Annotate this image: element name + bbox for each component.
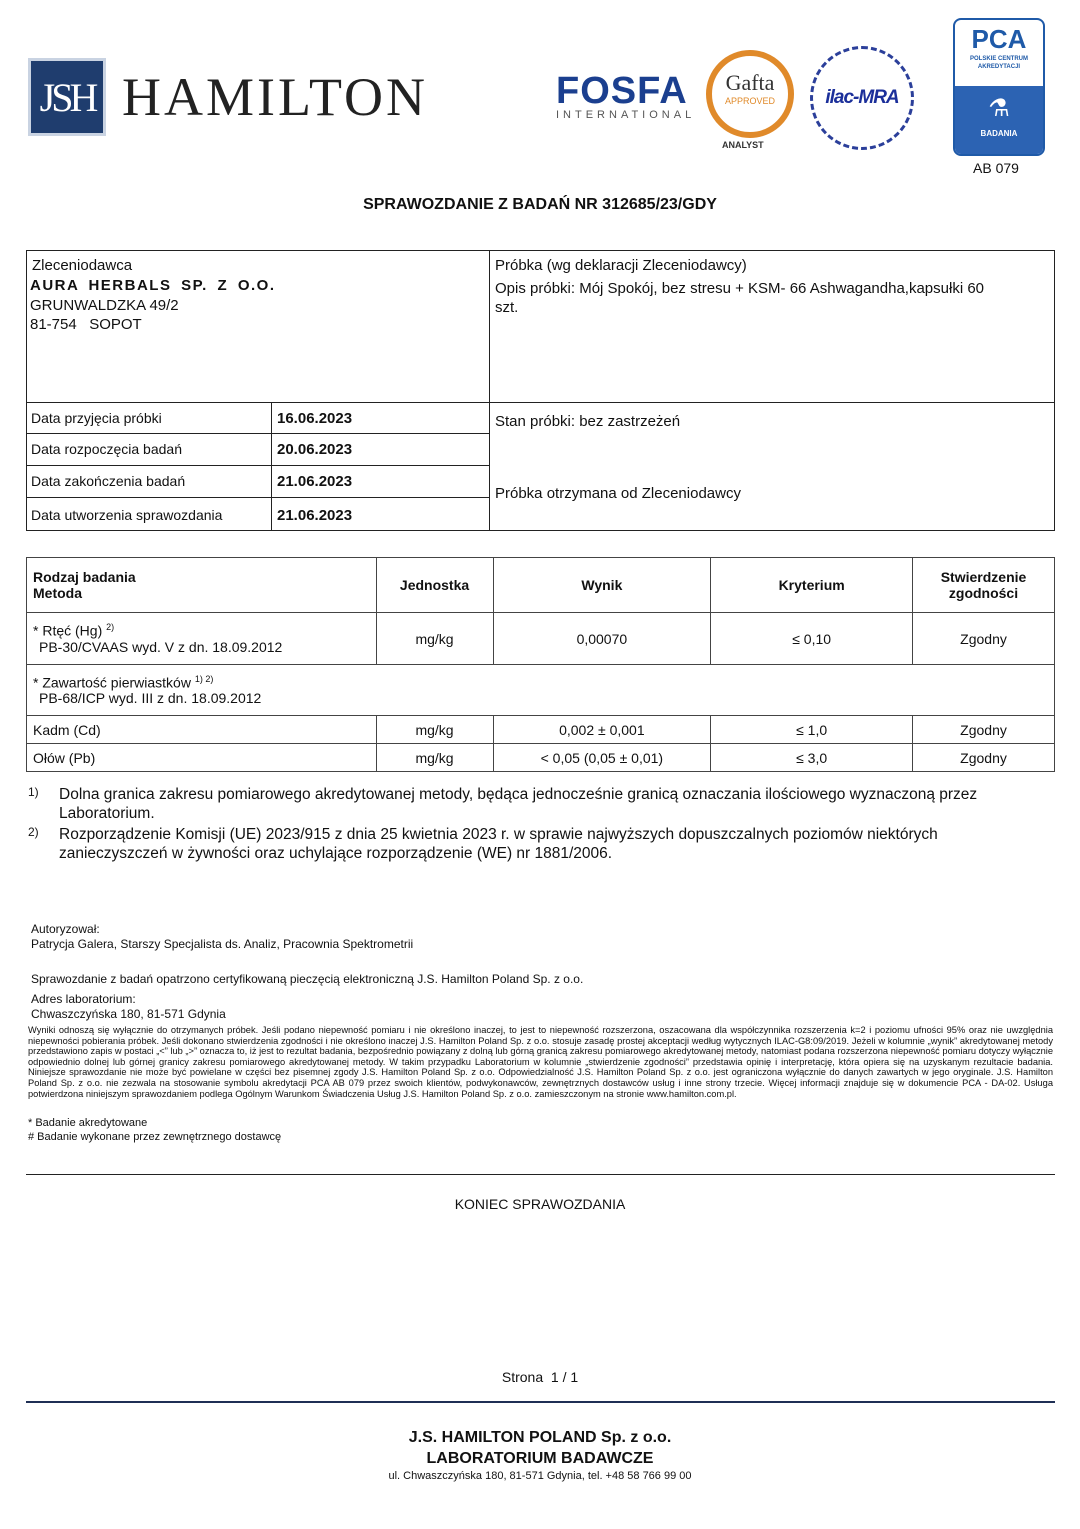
- date-label: Data utworzenia sprawozdania: [31, 507, 223, 523]
- report-title: SPRAWOZDANIE Z BADAŃ NR 312685/23/GDY: [363, 196, 717, 213]
- result-cell: 0,002 ± 0,001: [493, 716, 711, 744]
- client-city: 81-754 SOPOT: [30, 316, 142, 333]
- fosfa-sub: INTERNATIONAL: [556, 109, 696, 121]
- date-label: Data rozpoczęcia badań: [31, 441, 182, 457]
- footnote-1-line: Dolna granica zakresu pomiarowego akredytowanej metody, będąca jednocześnie granicą oznaczania ilościowego wyznaczoną przez: [59, 786, 978, 803]
- test-cell: [27, 613, 377, 665]
- date-label: Data przyjęcia próbki: [31, 410, 162, 426]
- table-row: [27, 613, 1055, 665]
- lab-address: Chwaszczyńska 180, 81-571 Gdynia: [31, 1007, 226, 1021]
- footnote-mark: 1): [28, 785, 39, 799]
- authorized-label: Autoryzował:: [31, 922, 100, 936]
- client-heading: Zleceniodawca: [32, 257, 133, 274]
- footer-divider: [26, 1401, 1055, 1403]
- col-type-method: [27, 558, 377, 613]
- jsh-logo-icon: JSH: [28, 58, 106, 136]
- conformity-cell: Zgodny: [913, 716, 1055, 744]
- divider: [489, 250, 490, 531]
- footnote-1-line: Laboratorium.: [59, 805, 155, 822]
- accreditation-number: AB 079: [973, 160, 1019, 176]
- sample-condition: Stan próbki: bez zastrzeżeń: [495, 413, 681, 430]
- legend-external: # Badanie wykonane przez zewnętrznego dostawcę: [28, 1131, 282, 1143]
- legend-accredited: * Badanie akredytowane: [28, 1117, 148, 1129]
- group-cell: [27, 665, 1055, 716]
- ilac-text: ilac-MRA: [825, 87, 899, 108]
- conformity-cell: Zgodny: [913, 744, 1055, 772]
- unit-cell: mg/kg: [376, 613, 493, 665]
- fosfa-text: FOSFA: [556, 70, 688, 112]
- criterion-cell: ≤ 3,0: [711, 744, 913, 772]
- group-method: PB-68/ICP wyd. III z dn. 18.09.2012: [39, 690, 262, 707]
- pca-badania: BADANIA: [980, 129, 1018, 138]
- result-cell: 0,00070: [493, 613, 711, 665]
- footer-address: ul. Chwaszczyńska 180, 81-571 Gdynia, tel. +48 58 766 99 00: [388, 1470, 692, 1482]
- lab-address-label: Adres laboratorium:: [31, 992, 136, 1006]
- sample-description: Opis próbki: Mój Spokój, bez stresu + KSM- 66 Ashwagandha,kapsułki 60: [495, 280, 985, 297]
- end-of-report: KONIEC SPRAWOZDANIA: [454, 1196, 626, 1212]
- gafta-sub: APPROVED: [724, 96, 775, 106]
- divider: [26, 402, 1055, 403]
- sample-source: Próbka otrzymana od Zleceniodawcy: [495, 485, 741, 502]
- client-street: GRUNWALDZKA 49/2: [30, 297, 179, 314]
- footnote-2: [59, 825, 1049, 863]
- date-value: 16.06.2023: [277, 410, 353, 427]
- footer-lab: LABORATORIUM BADAWCZE: [426, 1450, 654, 1467]
- table-row: [27, 716, 1055, 744]
- sample-heading: Próbka (wg deklaracji Zleceniodawcy): [495, 257, 747, 274]
- divider: [26, 1174, 1055, 1175]
- pca-text: PCA: [971, 24, 1027, 54]
- divider: [26, 433, 490, 434]
- ilac-mra-logo: [810, 46, 914, 150]
- table-group-row: [27, 665, 1055, 716]
- authorized-person: Patrycja Galera, Starszy Specjalista ds. Analiz, Pracownia Spektrometrii: [31, 937, 414, 951]
- pca-sub: POLSKIE CENTRUM AKREDYTACJI: [969, 56, 1028, 70]
- criterion-cell: ≤ 1,0: [711, 716, 913, 744]
- footnote-2-line: Rozporządzenie Komisji (UE) 2023/915 z dnia 25 kwietnia 2023 r. w sprawie najwyższych dopuszczalnych poziomów niektórych: [59, 826, 938, 843]
- page-number: Strona 1 / 1: [501, 1369, 579, 1385]
- test-name: * Rtęć (Hg): [33, 622, 103, 639]
- footnote-2-line: zanieczyszczeń w żywności oraz uchylające rozporządzenie (WE) nr 1881/2006.: [59, 845, 613, 862]
- col-type: Rodzaj badania: [33, 569, 136, 585]
- company-name: HAMILTON: [122, 67, 429, 127]
- date-value: 21.06.2023: [277, 473, 353, 490]
- col-unit: Jednostka: [376, 558, 493, 613]
- flask-icon: ⚗: [988, 95, 1010, 122]
- unit-cell: mg/kg: [376, 716, 493, 744]
- test-method: PB-30/CVAAS wyd. V z dn. 18.09.2012: [39, 638, 283, 655]
- table-header-row: [27, 558, 1055, 613]
- disclaimer: Wyniki odnoszą się wyłącznie do otrzymanych próbek. Jeśli podano niepewność pomiaru i nie określono inaczej, to jest to niepewność rozszerzona, oszacowana dla współczynnika rozszerzenia k=2 i poziomu ufności 95% oraz nie uwzględnia niepewności pobierania próbek. Jeśli dokonano stwierdzenia zgodności i nie określono inaczej J.S. Hamilton Poland Sp. z o.o. stosuje zasadę prostej akceptacji według wytycznych ILAC-G8:09/2019. Jeżeli w kolumnie „wynik” akredytowanej metody przedstawiono zapis w postaci „<” lub „>” oznacza to, iż jest to rezultat badania, bezpośrednio powiązany z dolną lub górną granicą zakresu pomiarowego akredytowanej metody, natomiast podana rozszerzona niepewność pomiaru dotyczy wyłącznie odpowiednio dolnej lub górnej granicy zakresu pomiarowego akredytowanej metody. W takim przypadku Laboratorium w kolumnie „stwierdzenie zgodności” przedstawia opinię i interpretację, która opiera się na uzyskanym rezultacie badania. Niniejsze sprawozdanie nie może być powielane w części bez pisemnej zgody J.S. Hamilton Poland Sp. z o.o. Odpowiedzialność J.S. Hamilton Poland Sp. z o.o. jest ograniczona wyłącznie do danych zawartych w jego oryginale. J.S. Hamilton Poland Sp. z o.o. nie zezwala na stosowanie symbolu akredytacji PCA AB 079 przez swoich klientów, podwykonawców, zewnętrznych dostawców usług i inne strony trzecie. Więcej informacji znajduje się w dokumencie PCA - DA-02. Usługa potwierdzona niniejszym sprawozdaniem podlega Ogólnym Warunkom Świadczenia Usług J.S. Hamilton Poland Sp. z o.o. zamieszczonym na stronie www.hamilton.com.pl.: [28, 1025, 1053, 1099]
- col-conformity: [913, 558, 1055, 613]
- footnote-1: [59, 785, 1049, 823]
- footnote-mark: 2): [28, 825, 39, 839]
- footer-company: J.S. HAMILTON POLAND Sp. z o.o.: [408, 1429, 672, 1446]
- footnote-ref: 2): [106, 622, 115, 633]
- col-criterion: Kryterium: [711, 558, 913, 613]
- date-value: 20.06.2023: [277, 441, 353, 458]
- divider: [271, 402, 272, 531]
- result-cell: < 0,05 (0,05 ± 0,01): [493, 744, 711, 772]
- date-value: 21.06.2023: [277, 507, 353, 524]
- gafta-logo: [706, 50, 794, 138]
- date-label: Data zakończenia badań: [31, 473, 186, 489]
- results-table: [26, 557, 1055, 772]
- gafta-analyst: ANALYST: [722, 140, 764, 150]
- element-name: Ołów (Pb): [27, 744, 377, 772]
- sample-description-cont: szt.: [495, 299, 519, 316]
- group-name: * Zawartość pierwiastków: [33, 674, 191, 691]
- gafta-text: Gafta: [725, 70, 775, 95]
- col-method: Metoda: [33, 585, 82, 601]
- col-conformity-2: zgodności: [948, 585, 1019, 601]
- fosfa-logo: [556, 70, 696, 121]
- conformity-cell: Zgodny: [913, 613, 1055, 665]
- client-name: AURA HERBALS SP. Z O.O.: [30, 277, 276, 294]
- unit-cell: mg/kg: [376, 744, 493, 772]
- element-name: Kadm (Cd): [27, 716, 377, 744]
- criterion-cell: ≤ 0,10: [711, 613, 913, 665]
- divider: [26, 465, 490, 466]
- col-result: Wynik: [493, 558, 711, 613]
- table-row: [27, 744, 1055, 772]
- divider: [26, 497, 490, 498]
- footnote-ref: 1) 2): [194, 673, 214, 684]
- col-conformity-1: Stwierdzenie: [940, 569, 1027, 585]
- pca-logo: [953, 18, 1045, 156]
- seal-note: Sprawozdanie z badań opatrzono certyfikowaną pieczęcią elektroniczną J.S. Hamilton Poland Sp. z o.o.: [31, 972, 584, 986]
